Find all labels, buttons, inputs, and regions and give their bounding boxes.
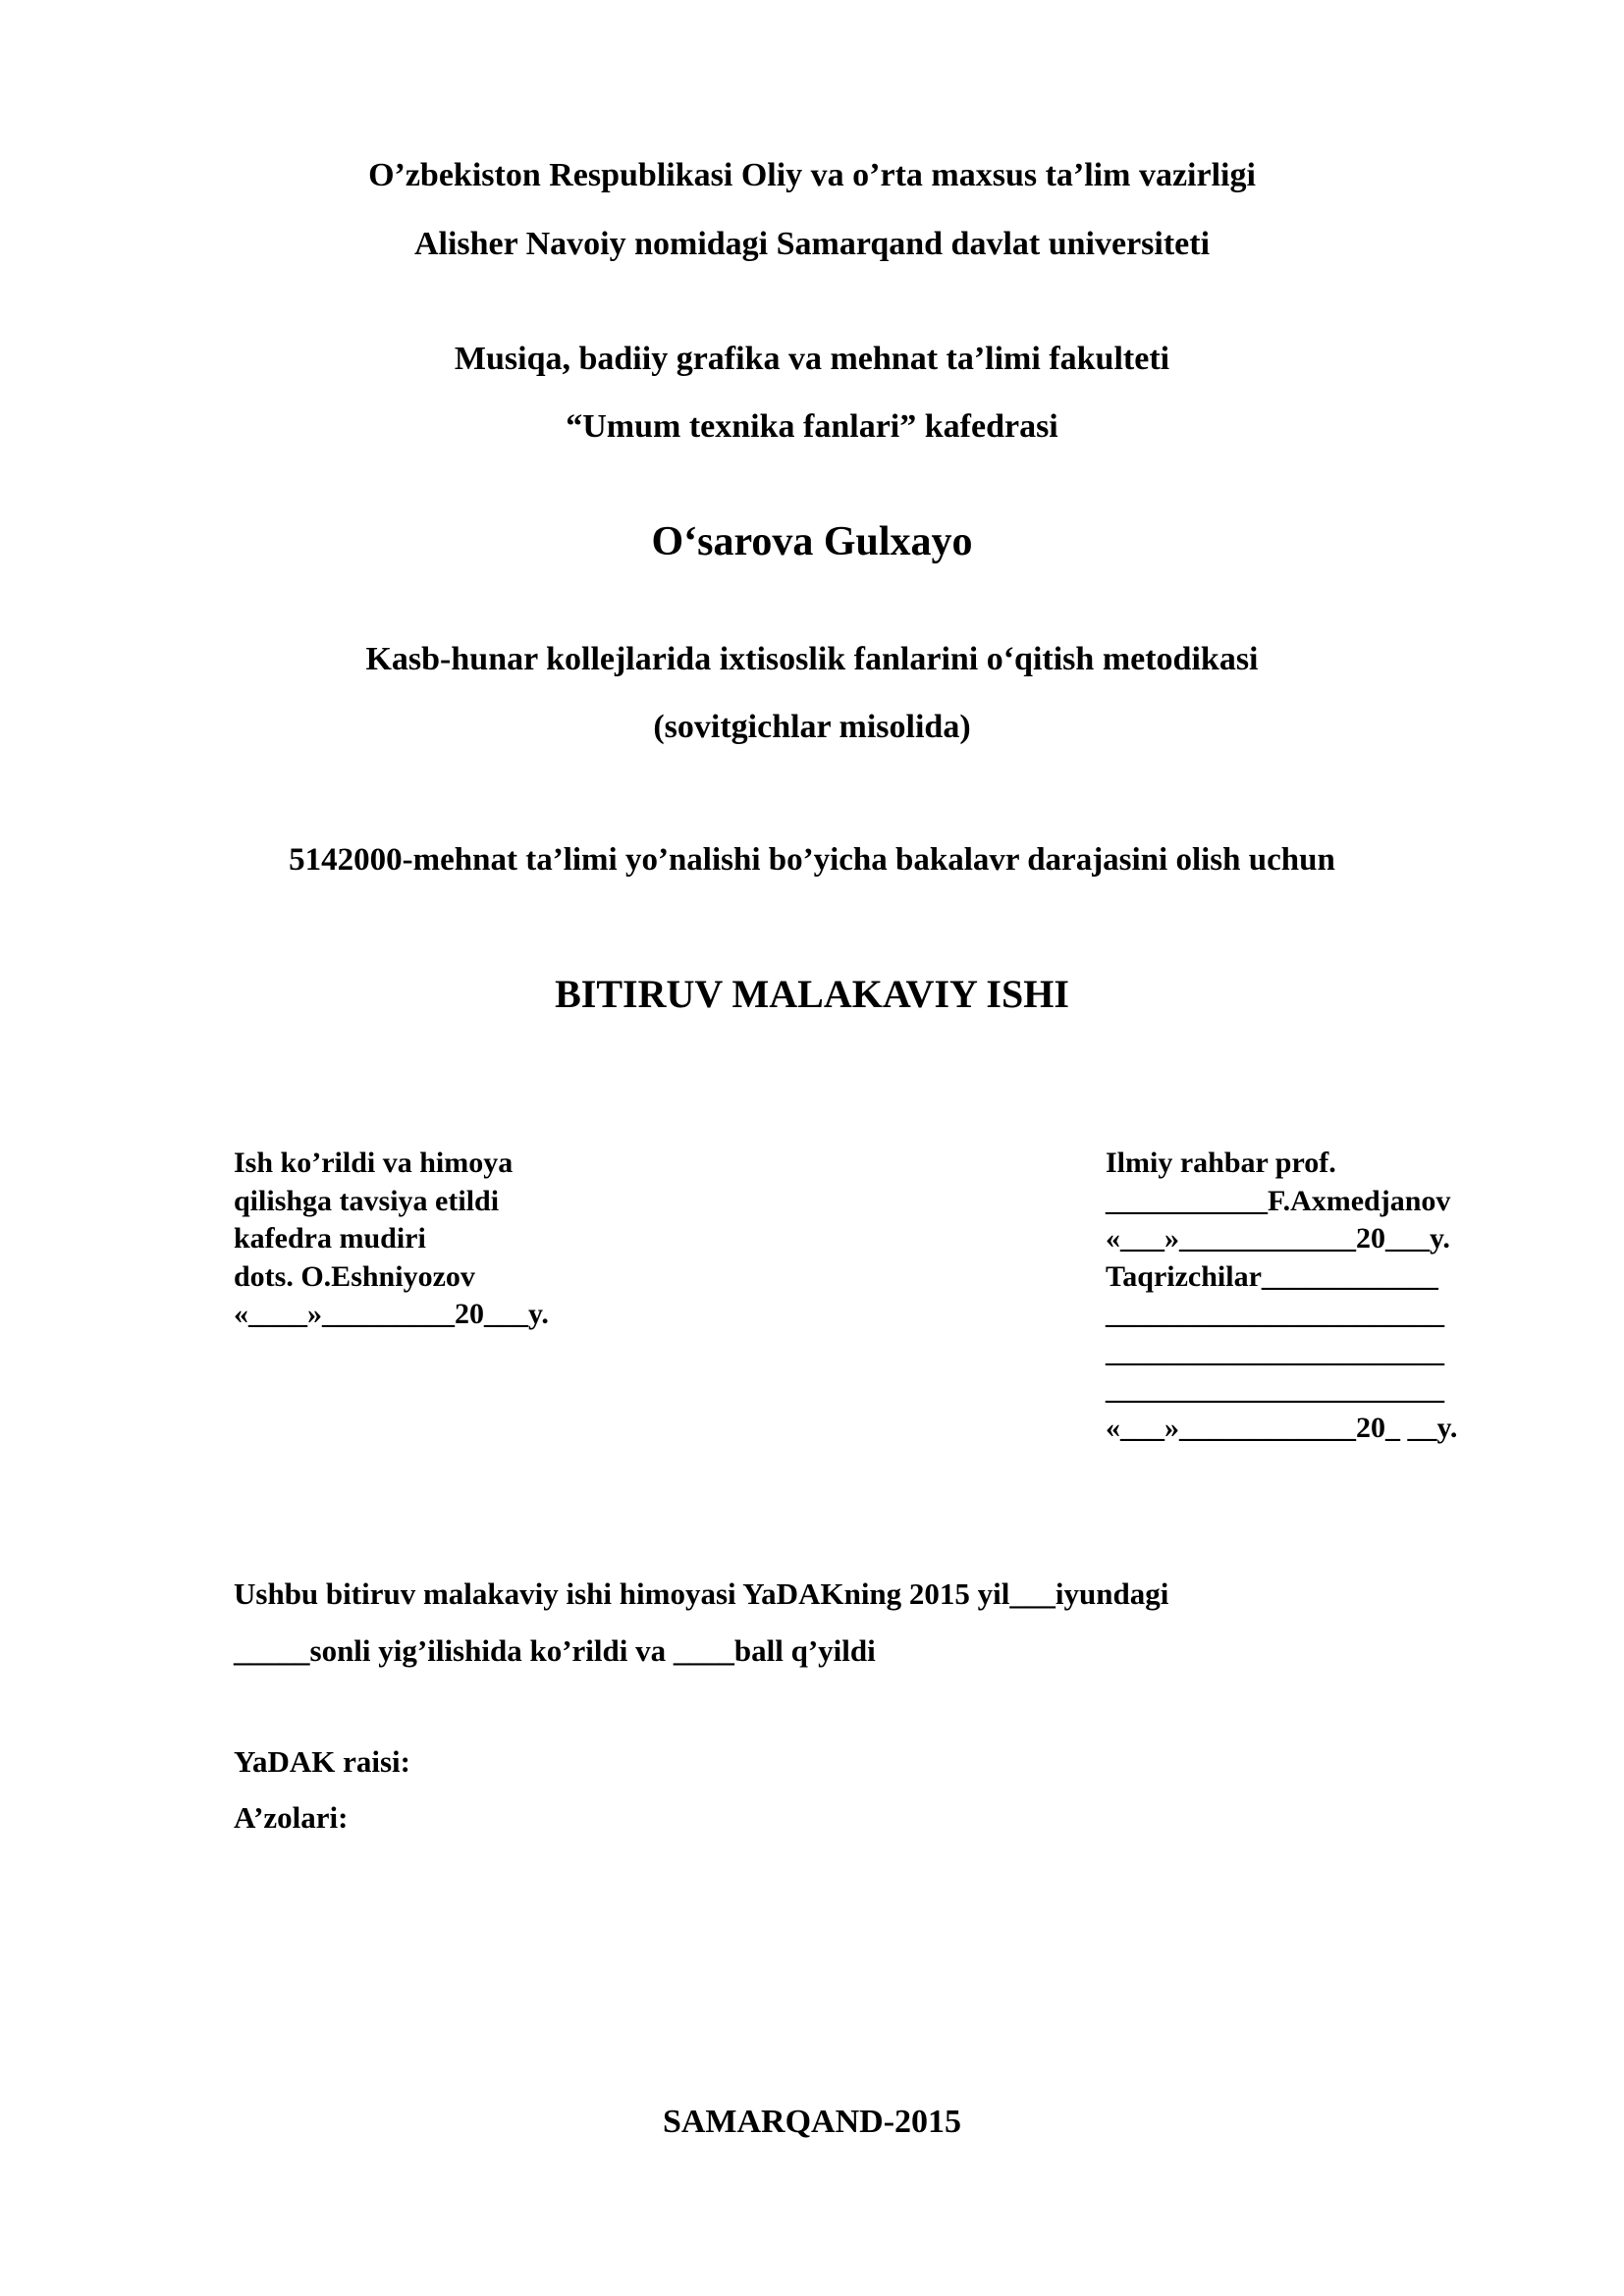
- degree-line: 5142000-mehnat ta’limi yo’nalishi bo’yicha bakalavr darajasini olish uchun: [289, 842, 1335, 878]
- committee-chair-label: YaDAK raisi:: [234, 1744, 410, 1779]
- faculty-title: Musiqa, badiiy grafika va mehnat ta’limi fakulteti: [454, 341, 1170, 377]
- approval-right-date: «___»____________20___y.: [1106, 1222, 1450, 1255]
- approval-right-line: Ilmiy rahbar prof.: [1106, 1147, 1336, 1179]
- author-name: O‘sarova Gulxayo: [651, 519, 973, 564]
- department-title: “Umum texnika fanlari” kafedrasi: [566, 408, 1058, 445]
- committee-members-label: A’zolari:: [234, 1800, 349, 1835]
- ministry-title: O’zbekiston Respublikasi Oliy va o’rta maxsus ta’lim vazirligi: [368, 157, 1256, 193]
- footer-city-year: SAMARQAND-2015: [662, 2104, 962, 2140]
- approval-left-line: kafedra mudiri: [234, 1222, 426, 1255]
- university-title: Alisher Navoiy nomidagi Samarqand davlat universiteti: [413, 226, 1211, 262]
- approval-right-line: ___________F.Axmedjanov: [1106, 1184, 1451, 1217]
- approval-left-date: «____»_________20___y.: [234, 1298, 549, 1330]
- defense-line-2: _____sonli yig’ilishida ko’rildi va ____ball q’yildi: [234, 1633, 876, 1668]
- topic-line-1: Kasb-hunar kollejlarida ixtisoslik fanlarini o‘qitish metodikasi: [365, 641, 1259, 677]
- reviewer-blank-line: _______________________: [1106, 1373, 1444, 1406]
- reviewer-blank-line: _______________________: [1106, 1335, 1444, 1368]
- work-type-title: BITIRUV MALAKAVIY ISHI: [555, 972, 1069, 1016]
- approval-left-line: dots. O.Eshniyozov: [234, 1259, 475, 1293]
- reviewers-label: Taqrizchilar____________: [1106, 1259, 1438, 1293]
- defense-line-1: Ushbu bitiruv malakaviy ishi himoyasi YaDAKning 2015 yil___iyundagi: [234, 1576, 1169, 1611]
- reviewer-blank-line: _______________________: [1106, 1298, 1444, 1330]
- approval-left-line: Ish ko’rildi va himoya: [234, 1147, 514, 1179]
- approval-right-block: [1106, 1145, 1457, 1447]
- approval-left-block: [234, 1145, 549, 1334]
- topic-line-2: (sovitgichlar misolida): [653, 709, 971, 745]
- reviewer-date: «___»____________20_ __y.: [1106, 1411, 1458, 1444]
- approval-left-line: qilishga tavsiya etildi: [234, 1184, 500, 1217]
